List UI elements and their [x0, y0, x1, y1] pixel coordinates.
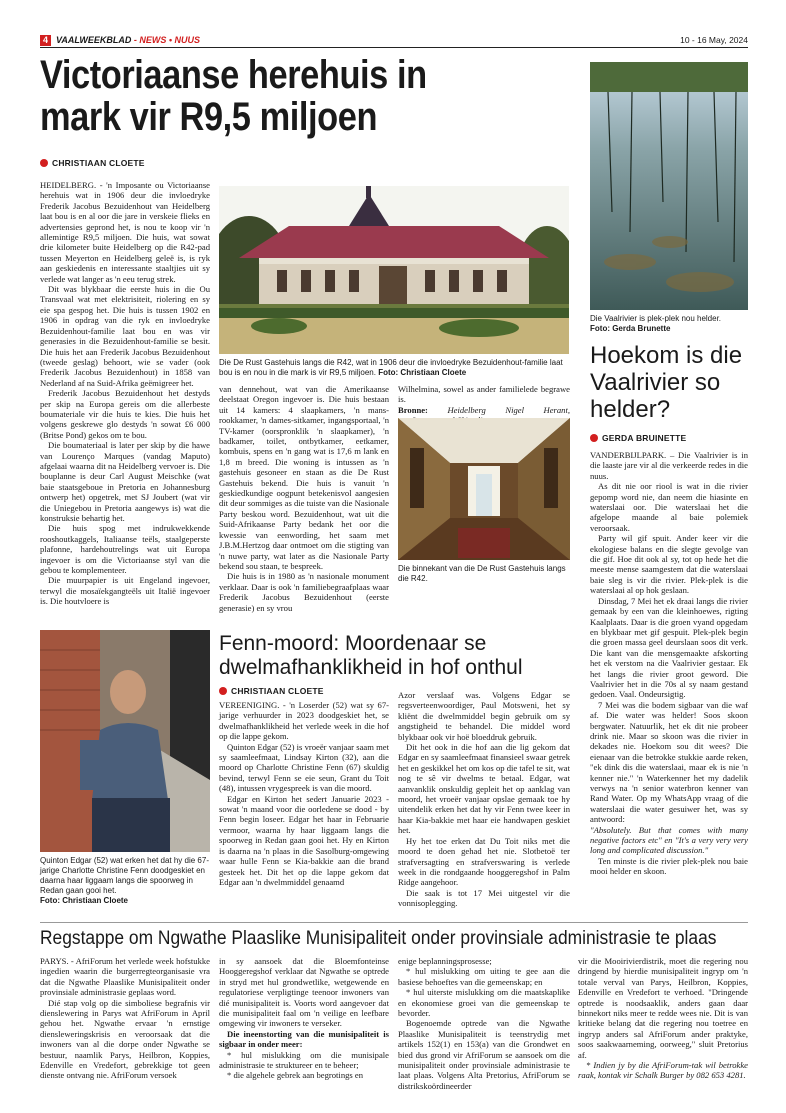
bullet-item: * hul uiterste mislukking om die maatskaplike en ekonomiese groei van die gemeenskap te bevorder. [398, 987, 570, 1019]
article3-column-1 [40, 956, 210, 1081]
paragraph: Edgar en Kirton het sedert Januarie 2023 - sowat 'n maand voor die oorledene se dood - by Fenn begin loseer. Edgar het haar in Februarie vermoor, waarna hy haar liggaam langs die spoorweg in Redan gaan gooi het. Hy en Kirton is daarna na 'n plaas in die Sasolburg-omgewing waar hulle Fenn se Kia-bakkie aan die brand gesteek het. Dit het op die lappe gekom dat Edgar aan 'n dwelmmiddel genaamd [219, 793, 389, 887]
byline-dot-icon [219, 687, 227, 695]
interior-photo [398, 418, 570, 560]
paragraph: As dit nie oor riool is wat in die rivier gepomp word nie, dan neem die hiasinte en waterslaai oor. Die waterslaai het die afgelope maande al baie polemiek veroorsaak. [590, 481, 748, 533]
caption-text: Quinton Edgar (52) wat erken het dat hy die 67-jarige Charlotte Christine Fenn doodgeskiet en daarna haar liggaam langs die spoorweg in Redan gaan gooi het. [40, 856, 209, 895]
bullet-item: * hul mislukking om die munisipale administrasie te struktureer en te beheer; [219, 1049, 389, 1071]
article2-column-1 [219, 700, 389, 887]
sidebar-body [590, 450, 748, 910]
paragraph: VANDERBIJLPARK. – Die Vaalrivier is in die laaste jare vir al die verkeerde redes in die nuus. [590, 450, 748, 481]
page-number: 4 [40, 35, 51, 46]
photo-credit: Foto: Gerda Brunette [590, 324, 671, 333]
paragraph: HEIDELBERG. - 'n Imposante ou Victoriaanse herehuis wat in 1906 deur die invloedryke Frederik Jacobus Bezuidenhout van Heidelberg laat bou is en al oor die jare in verskeie flieks en advertensies geprond het, is nou te koop vir 'n allemintige R9,5 miljoen. Die huis, wat sowat drie kilometer buite Heidelberg op die R42-pad tussen Meyerton en Heidelberg geleë is, is ryk aan geskiedenis en interessante staaltjies uit sy verlede wat langer as 'n eeu terug strek. [40, 180, 210, 284]
issue-date: 10 - 16 May, 2024 [680, 35, 748, 45]
suspect-caption [40, 856, 210, 906]
quote: "Absolutely. But that comes with many negative factors etc" en "It's a very very very long and complicated discussion." [590, 824, 748, 856]
paragraph: Die saak is tot 17 Mei uitgestel vir die vonnisoplegging. [398, 887, 570, 909]
bullet-item: * hul mislukking om uiting te gee aan die basiese behoeftes van die gemeenskap; en [398, 966, 570, 987]
photo-credit: Foto: Christiaan Cloete [40, 896, 129, 905]
river-illustration [590, 62, 748, 310]
article3-column-4 [578, 956, 748, 1081]
hallway-illustration [398, 418, 570, 560]
paragraph: Dit was blykbaar die eerste huis in die Ou Transvaal wat met elektrisiteit, riolering en sy eie spa gespog het. Die huis is tussen 1902 en 1906 in opdrag van die ryk en invloedryke Bezuidenhout-familie laat bou en was vir generasies in die Bezuidenhout-familie se besit. Die huis het aan Frederik Jacobus Bezuidenhout (tweede geslag) behoort, wie se vader (ook Frederik Jacobus Bezuidenhout) in 1858 van Nederland af na Suid-Afrika geëmigreer het. [40, 284, 210, 388]
subhead: Die ineenstorting van die munisipaliteit is sigbaar in onder meer: [219, 1028, 389, 1050]
guesthouse-caption [219, 358, 569, 378]
paragraph: enige beplanningsprosesse; [398, 956, 492, 966]
guesthouse-illustration [219, 186, 569, 354]
paragraph: Die huis spog met indrukwekkende rooshoutkaggels, Italiaanse teëls, staalgeperste plafonne, hardehoutrelings wat uit Europa ingevoer is om die Victoriaanse styl van die gebou te komplementeer. [40, 523, 210, 576]
article3-top-rule [40, 922, 748, 923]
paragraph: Hy het toe erken dat Du Toit niks met die moord te doen gehad het nie. Slotbetoë ter strafversagting en strafverswaring is verlede week in die rondgaande hooggeregshof in Palm Ridge aangehoor. [398, 835, 570, 888]
article1-column-1 [40, 180, 210, 625]
tak-note: * Indien jy by die AfriForum-tak wil betrokke raak, kontak vir Schalk Burger by 082 653 4281. [578, 1060, 748, 1081]
sidebar-headline: Hoekom is die Vaalrivier so helder? [590, 342, 743, 423]
guesthouse-photo [219, 186, 569, 354]
paragraph: Party wil gif spuit. Ander keer vir die ekologiese balans en die slegte gevolge van die gif. Hoe dit ook al sy, tot op hede het die meeste mense saamgestem dat die waterslaai baie sleg is vir die rivier. Plek-plek is die waterslaai al op hok geslaan. [590, 533, 748, 596]
article1-byline [40, 158, 145, 168]
bullet-item: * die algehele gebrek aan begrotings en [227, 1070, 364, 1081]
separator: - [133, 35, 140, 45]
paragraph: in sy aansoek dat die Bloemfonteinse Hooggeregshof verklaar dat Ngwathe se optrede in stryd met hul grondwetlike, wetgewende en regulatoriese verpligtinge teenoor inwoners van dié munisipaliteit is. Voorts word aangevoer dat die munisipaliteit faal om 'n veilige en leefbare omgewing vir inwoners te verseker. [219, 956, 389, 1029]
suspect-photo [40, 630, 210, 852]
paragraph: Wilhelmina, sowel as ander familielede begrawe is. [398, 384, 570, 405]
sources-text: Heidelberg Nigel Herant, [447, 404, 570, 415]
paragraph: Dit het ook in die hof aan die lig gekom dat Edgar en sy saamleefmaat finansieel swaar getrek het en geskikkel het om kos op die tafel te sit, wat nog te sê vir dwelms te betaal. Edgar, wat aanvanklik onskuldig gepleit het op aanklag van moord, het vroeër vanjaar opslae gemaak toe hy uitendelik erken het dat hy vir Fenn twee keer in haar Kia-bakkie met haar eie handwapen geskiet het. [398, 742, 570, 836]
paragraph: Die muurpapier is uit Engeland ingevoer, terwyl die mosaïekgangteëls uit Italië ingevoer is. Die houtvloere is [40, 575, 210, 607]
article2-headline: Fenn-moord: Moordenaar se dwelmafhanklikheid in hof onthul [219, 632, 523, 679]
closing-paragraph: Ten minste is die rivier plek-plek nou baie mooi helder en skoon. [590, 855, 748, 877]
sources-label: Bronne: [398, 404, 428, 415]
caption-text: Die De Rust Gastehuis langs die R42, wat in 1906 deur die invloedryke Bezuidenhout-familie laat bou is en nou in die mark is vir R9,5 miljoen. [219, 358, 563, 377]
paragraph: Die huis is in 1980 as 'n nasionale monument verklaar. Daar is ook 'n familiebegraafplaas waar Frederik Jacobus Bezuidenhout (eerste generasie) en sy vrou [219, 571, 389, 613]
river-photo [590, 62, 748, 310]
paragraph: vir die Mooirivierdistrik, moet die regering nou dringend by hierdie munisipaliteit ingryp om 'n totale verval van Parys, Heilbron, Koppies, Edenville en Vredefort te verhoed. "Dringende optrede is noodsaaklik, anders gaan daar binnekort niks meer te redde wees nie. Dit is van kritieke belang dat die regering nou toetree en ingryp anders sal AfriForum ander praktyke, soos saakwaarneming, oorweeg," sluit Pretorius af. [578, 956, 748, 1060]
paragraph: van dennehout, wat van die Amerikaanse deelstaat Oregon ingevoer is. Die huis bestaan uit 14 kamers: 4 slaapkamers, 'n mans-rookkamer, 'n dames-sitkamer, ingangsportaal, 'n TV-kamer (oorspronklik 'n slaapkamer), 'n badkamer, toilet, ontbytkamer, eetkamer, kombuis, spens en 'n gang wat is 17,6 m lank en 1,8 m breed. Die woning is intussen as 'n gastehuis gesoneer en staan as die De Rust Gastehuis bekend. Die huis is vanuit 'n geskiedkundige oogpunt betekenisvol aangesien dit deur sommiges as die tuiste van die Nasionale Party beskou word. Bezuidenhout, wat uit die Suid-Afrikaanse Party bedank het oor die kwessie van eenwording, het saam met J.B.M.Hertzog daar ontmoet om die stigting van 'n nuwe party, wat later as die Nasionale Party bekend sou staan, te bespreek. [219, 384, 389, 571]
article2-byline [219, 686, 324, 696]
river-caption [590, 314, 748, 334]
section-news: NEWS [139, 35, 167, 45]
sidebar-byline [590, 433, 686, 443]
byline-dot-icon [590, 434, 598, 442]
header-section-label [56, 35, 200, 46]
article1-column-2 [219, 384, 389, 634]
header-rule [40, 47, 748, 48]
paragraph: Dinsdag, 7 Mei het ek draai langs die rivier gemaak by een van die kleinhoewes, rigting Kaalplaats. Daar is die groen vyand opgedam en blykbaar met gif gespuit. Plek-plek begin die groen massa geel deurslaan soos dit verk. Die kant van die mensgemaakte afskorting het ek verstom na die Vaalrivier gestaar. Ek het langs die rivier groot geword. Die Vaalrivier het in die 70s al sy naam gestand gedoen. Vaal. Ondeursigtig. [590, 595, 748, 700]
author-name: CHRISTIAAN CLOETE [52, 158, 145, 168]
article3-column-3 [398, 956, 570, 1091]
paragraph: Die boumateriaal is later per skip by die hawe van Lourenço Marques (vandag Maputo) afgelaai waarna dit na Heidelberg vervoer is. Die bouplanne is deur Carl August Meischke (wat baie staatsgeboue in Pretoria en Johannesburg ontwerp het) opgetrek, met SJ Joubert (wat vir die Uniegebou in Pretoria aangewys is) wat die konstruksie behartig het. [40, 440, 210, 523]
article1-headline: Victoriaanse herehuis in mark vir R9,5 miljoen [40, 53, 427, 139]
paragraph: 7 Mei was die bodem sigbaar van die waf af. Die water was helder! Soos skoon bergwater. Natuurlik, het ek dit nie probeer drink nie. Maar so skoon was die rivier in dekades nie. Hoekom sou dit wees? Die eienaar van die betrokke stukkie aarde reken, "ek dink dis die waterslaai, maar ek is nie 'n kenner nie." 'n Waterkenner het my dadelik verwys na 'n senior waterbron kenner van Rand Water. Op my WhatsApp vraag of die waterslaai die water gesuiwer het, was sy antwoord: [590, 699, 748, 825]
photo-credit: Foto: Christiaan Cloete [378, 368, 467, 377]
paragraph: PARYS. - AfriForum het verlede week hofstukke ingedien waarin die burgerregteorganisasie vra dat die Ngwathe Plaaslike Munisipaliteit onder provinsiale administrasie geplaas word. [40, 956, 210, 998]
paragraph: Quinton Edgar (52) is vroeër vanjaar saam met sy saamleefmaat, Lindsay Kirton (32), aan die moord op Charlotte Christine Fenn (67) skuldig bevind, terwyl Fenn se eie seun, Grant du Toit (48), intussen vrygespreek is van die moord. [219, 741, 389, 794]
article3-headline: Regstappe om Ngwathe Plaaslike Munisipaliteit onder provinsiale administrasie te plaas [40, 928, 717, 949]
caption-text: Die Vaalrivier is plek-plek nou helder. [590, 314, 722, 323]
paragraph: VEREENIGING. - 'n Loserder (52) wat sy 67-jarige verhuurder in 2023 doodgeskiet het, se dwelmafhanklikheid het verlede week in die hof op die lappe gekom. [219, 700, 389, 742]
paragraph: Bogenoemde optrede van die Ngwathe Plaaslike Munisipaliteit is teenstrydig met artikels 152(1) en 153(a) van die Grondwet en bied dus grond vir AfriForum se aansoek om die munisipaliteit onder provinsiale administrasie te laat plaas. Volgens Alta Pretorius, AfriForum se distrikskoördineerder [398, 1018, 570, 1091]
byline-dot-icon [40, 159, 48, 167]
separator: • [168, 35, 175, 45]
article3-column-2 [219, 956, 389, 1081]
interior-caption: Die binnekant van die De Rust Gastehuis langs die R42. [398, 564, 566, 583]
paragraph: Dié stap volg op die simboliese begrafnis vir dienslewering in Parys wat AfriForum in April gehou het. Ngwathe ervaar 'n ernstige diensleweringskrisis en veroorsaak dat die inwoners van al die dorpe onder Ngwathe se bestuur, naamlik Parys, Heilbron, Koppies, Edenville en Vredefort, gebrekkige tot geen dienste ontvang nie. AfriForum versoek [40, 997, 210, 1081]
author-name: CHRISTIAAN CLOETE [231, 686, 324, 696]
page-header [40, 34, 748, 48]
paragraph: Azor verslaaf was. Volgens Edgar se regsverteenwoordiger, Paul Motsweni, het sy kliënt die dwelmmiddel begin gebruik om sy angstigheid te behandel. Die middel word blykbaar ook vir hoë bloeddruk gebruik. [398, 690, 570, 742]
paragraph: Frederik Jacobus Bezuidenhout het destyds per skip na Europa gereis om die allerbeste boumateriale vir die huis te kies. Die huis het volgens geskrewe glo destyds 'n sowat £6 000 (Britse Pond) gekos om te bou. [40, 388, 210, 440]
suspect-illustration [40, 630, 210, 852]
publication-name: VAALWEEKBLAD [56, 35, 132, 45]
section-nuus: NUUS [174, 35, 201, 45]
article2-column-2 [398, 690, 570, 909]
author-name: GERDA BRUINETTE [602, 433, 687, 443]
